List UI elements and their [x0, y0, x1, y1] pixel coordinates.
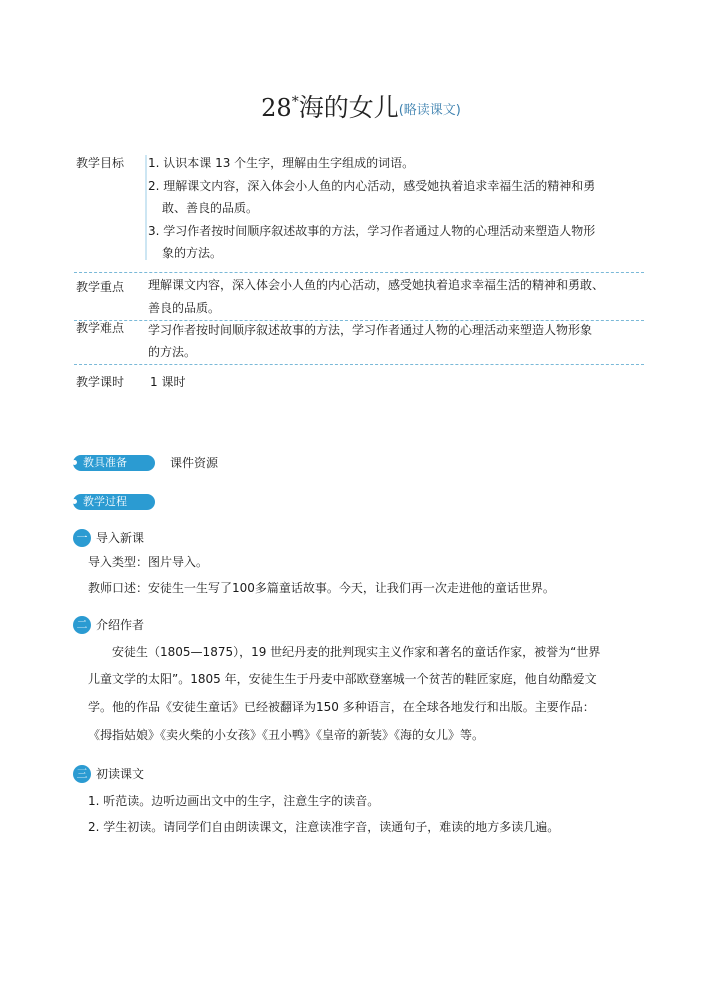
optional-star: *	[291, 94, 299, 110]
difficulty-line-2: 的方法。	[148, 345, 197, 359]
goals-divider	[145, 155, 147, 260]
section-2-line-4: 《拇指姑娘》《卖火柴的小女孩》《丑小鸭》《皇帝的新装》《海的女儿》等。	[88, 728, 485, 742]
difficulty-label: 教学难点	[74, 320, 154, 336]
focus-line-2: 善良的品质。	[148, 301, 221, 315]
tools-pill: 教具准备	[73, 455, 155, 471]
difficulty-line-1: 学习作者按时间顺序叙述故事的方法，学习作者通过人物的心理活动来塑造人物形象	[148, 323, 593, 337]
goal-item-2-cont: 敢、善良的品质。	[162, 201, 259, 215]
divider	[74, 364, 644, 365]
lesson-number: 28	[261, 94, 292, 122]
hours-value: 1 课时	[150, 375, 186, 389]
divider	[74, 272, 644, 273]
lesson-subtitle: (略读课文)	[398, 103, 461, 118]
focus-line-1: 理解课文内容，深入体会小人鱼的内心活动，感受她执着追求幸福生活的精神和勇敢、	[148, 278, 605, 292]
process-pill: 教学过程	[73, 494, 155, 510]
section-number-badge: 三	[73, 765, 91, 783]
goal-item-3-cont: 象的方法。	[162, 246, 223, 260]
divider	[74, 320, 644, 321]
section-title: 导入新课	[96, 531, 145, 545]
lesson-name: 海的女儿	[298, 93, 399, 122]
section-title: 介绍作者	[96, 618, 145, 632]
section-1-line-2: 教师口述：安徒生一生写了100多篇童话故事。今天，让我们再一次走进他的童话世界。	[88, 581, 555, 595]
section-3-line-2: 2. 学生初读。请同学们自由朗读课文，注意读准字音，读通句子，难读的地方多读几遍。	[88, 820, 560, 834]
section-number-badge: 一	[73, 529, 91, 547]
section-2-line-2: 儿童文学的太阳”。1805 年，安徒生生于丹麦中部欧登塞城一个贫苦的鞋匠家庭，他自幼酷爱文	[88, 672, 597, 686]
section-3-line-1: 1. 听范读。边听边画出文中的生字，注意生字的读音。	[88, 794, 380, 808]
focus-label: 教学重点	[74, 279, 154, 295]
section-2-line-1: 安徒生（1805—1875），19 世纪丹麦的批判现实主义作家和著名的童话作家，被誉为“世界	[112, 645, 601, 659]
section-1-line-1: 导入类型：图片导入。	[88, 555, 209, 569]
goal-item-1: 1. 认识本课 13 个生字，理解由生字组成的词语。	[148, 156, 415, 170]
tools-value: 课件资源	[170, 456, 219, 470]
lesson-title	[0, 88, 722, 124]
section-number-badge: 二	[73, 616, 91, 634]
goals-label: 教学目标	[74, 155, 154, 171]
goal-item-2: 2. 理解课文内容，深入体会小人鱼的内心活动，感受她执着追求幸福生活的精神和勇	[148, 179, 596, 193]
hours-label: 教学课时	[74, 374, 154, 390]
goal-item-3: 3. 学习作者按时间顺序叙述故事的方法，学习作者通过人物的心理活动来塑造人物形	[148, 224, 596, 238]
section-2-line-3: 学。他的作品《安徒生童话》已经被翻译为150 多种语言，在全球各地发行和出版。主要作品：	[88, 700, 595, 714]
section-title: 初读课文	[96, 767, 145, 781]
